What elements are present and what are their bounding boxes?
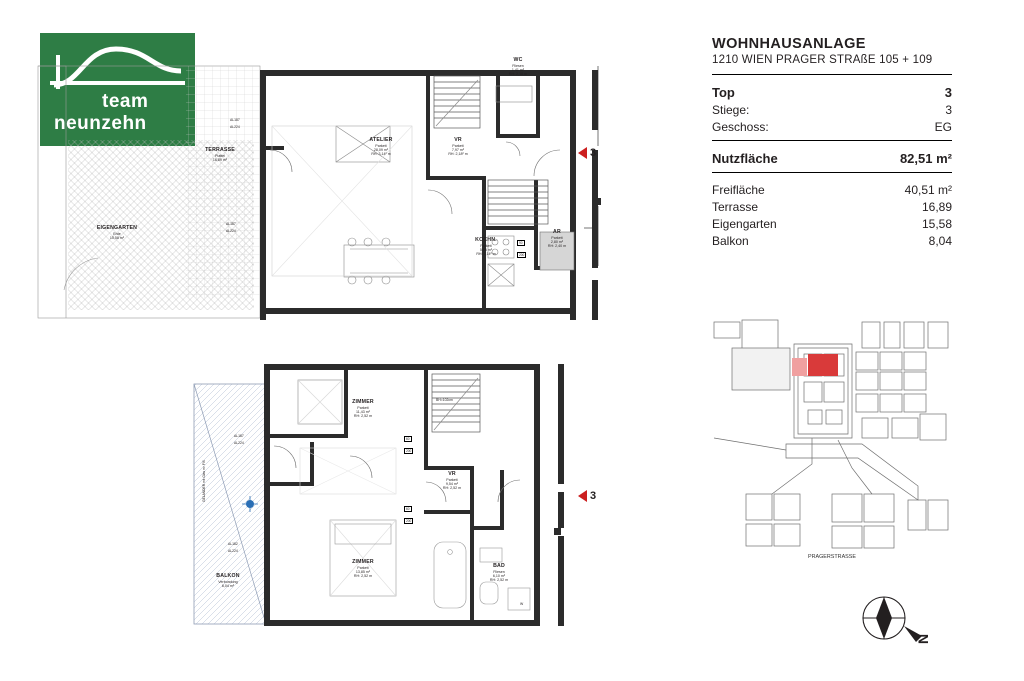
dim-label-al187-lower: AL187: [234, 434, 244, 438]
project-address: 1210 WIEN PRAGER STRAßE 105 + 109: [712, 54, 933, 66]
compass-north-label: N: [915, 633, 931, 644]
dim-label-al224-lower: AL224: [234, 441, 244, 445]
label-gelander-glas: GELANDER mit Glas m² FIX: [202, 460, 206, 502]
room-label-balkon: BALKON Verbundung 8,04 m²: [216, 573, 240, 589]
label-w: W: [520, 602, 524, 606]
top-marker-lower: 3: [578, 490, 596, 502]
room-label-wc: WC Fliesen 1,41 m² RH: 2,18 m: [508, 57, 528, 77]
compass-rose-icon: [856, 588, 946, 650]
room-label-kochn: KOCHN. Parkett 5,05 m² RH: 3,14² m: [475, 237, 497, 257]
triangle-icon-lower: [578, 490, 587, 502]
room-label-ar: AR Parkett 2,80 m² RH: 2,40 m: [547, 229, 567, 249]
freiflaeche-label: Freifläche: [712, 183, 765, 197]
balkon-value: 8,04: [928, 234, 952, 248]
site-plan: [712, 318, 952, 568]
room-label-vr-lower: VR Parkett 9,54 m² RH: 2,52 m: [442, 471, 462, 491]
eigengarten-value: 15,58: [921, 217, 952, 231]
dim-box-60: 60: [406, 437, 410, 441]
dim-box-200-upper: 200: [519, 253, 525, 257]
dim-label-al182-lower: AL182: [228, 542, 238, 546]
dim-box-200-lower: 200: [406, 449, 412, 453]
project-title: WOHNHAUSANLAGE: [712, 36, 866, 52]
dim-box-200b: 200: [406, 519, 412, 523]
dim-box-90-upper: 90: [519, 241, 523, 245]
room-label-atelier: ATELIER Parkett 28,09 m² RH: 3,14² m: [369, 137, 393, 157]
dim-label-al224b-lower: AL224: [228, 549, 238, 553]
logo-text-neunzehn: neunzehn: [54, 113, 147, 134]
siteplan-street-label: PRAGERSTRASSE: [808, 554, 856, 560]
dim-label-al224-upper: AL224: [230, 125, 240, 129]
terrasse-label: Terrasse: [712, 200, 759, 214]
dim-label-al187-upper: AL187: [230, 118, 240, 122]
info-panel: [712, 36, 952, 248]
dim-label-al187b-upper: AL187: [226, 222, 236, 226]
geschoss-label: Geschoss:: [712, 120, 769, 134]
top-value: 3: [944, 85, 952, 100]
eigengarten-label: Eigengarten: [712, 217, 777, 231]
terrasse-value: 16,89: [921, 200, 952, 214]
stiege-value: 3: [945, 103, 952, 117]
room-label-bad: BAD Fliesen 6,10 m² RH: 2,52 m: [489, 563, 509, 583]
triangle-icon-upper: [578, 147, 587, 159]
stiege-label: Stiege:: [712, 103, 750, 117]
balkon-label: Balkon: [712, 234, 749, 248]
geschoss-value: EG: [934, 120, 952, 134]
top-label: Top: [712, 85, 735, 100]
room-label-zimmer-1: ZIMMER Parkett 11,43 m² RH: 2,52 m: [352, 399, 374, 419]
room-label-terrasse: TERRASSE Plattel 16,89 m²: [205, 147, 235, 163]
dim-label-al224b-upper: AL224: [226, 229, 236, 233]
room-label-vr: VR Parkett 7,97 m² RH: 2,18² m: [448, 137, 468, 157]
room-label-zimmer-2: ZIMMER Parkett 13,85 m² RH: 2,52 m: [352, 559, 374, 579]
label-bh-102: BH=102cm: [436, 398, 453, 402]
freiflaeche-value: 40,51 m²: [904, 183, 952, 197]
erdgeschoss-plan: [36, 30, 656, 320]
nutzflaeche-value: 82,51 m²: [899, 151, 952, 166]
top-marker-upper: 3: [578, 147, 596, 159]
logo-text-team: team: [102, 91, 149, 112]
dim-box-60b: 60: [406, 507, 410, 511]
obergeschoss-plan: [180, 352, 660, 652]
nutzflaeche-label: Nutzfläche: [712, 151, 778, 166]
room-label-eigengarten: EIGENGARTEN Erde 15,58 m²: [96, 225, 138, 241]
